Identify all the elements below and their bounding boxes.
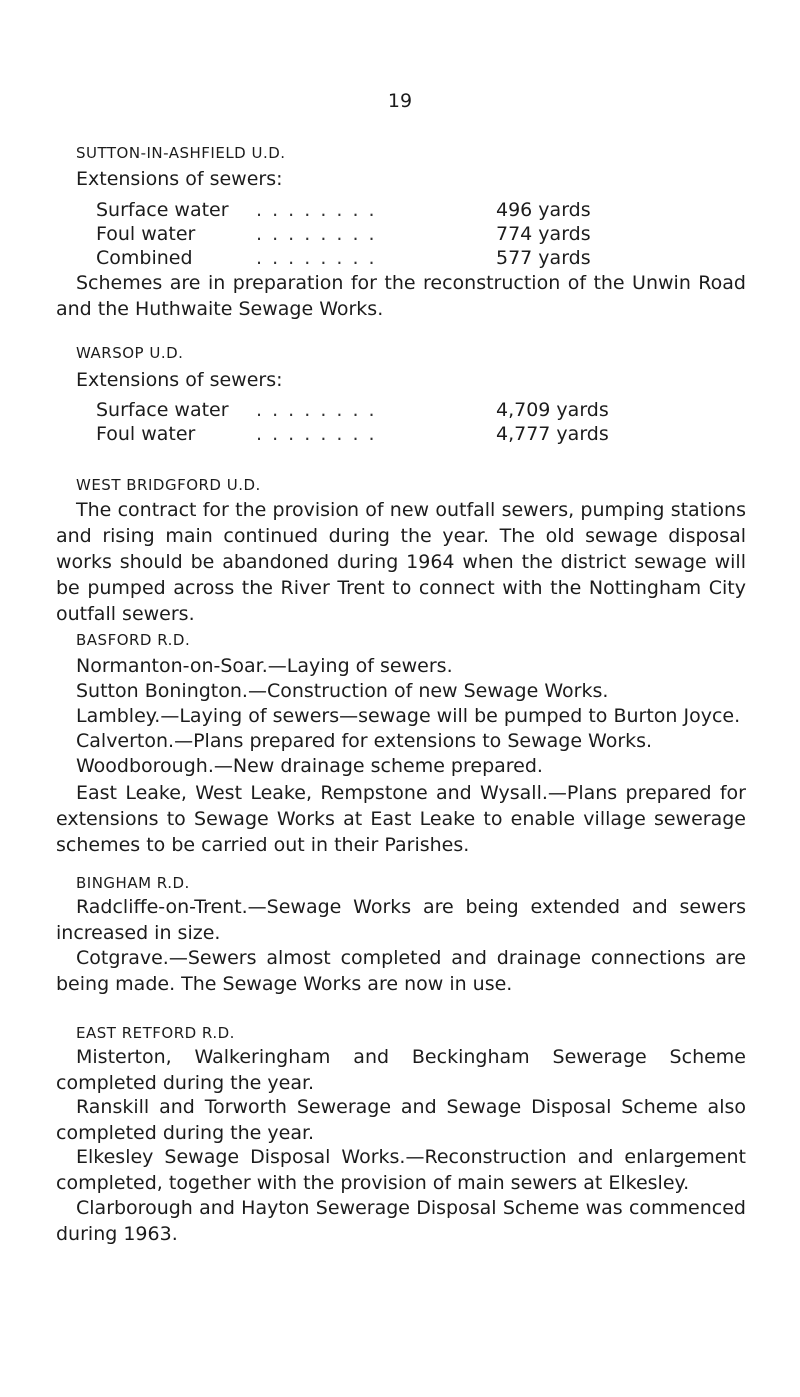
sutton-note (56, 270, 746, 322)
west-bridgford-text (56, 497, 746, 627)
warsop-subheading: Extensions of sewers: (76, 369, 283, 391)
page-number: 19 (387, 90, 413, 112)
east-retford-paragraph (56, 1195, 746, 1247)
sutton-row-foul (96, 221, 656, 247)
warsop-row-foul (96, 421, 656, 447)
section-heading-sutton: SUTTON-IN-ASHFIELD U.D. (76, 144, 286, 162)
bingham-paragraph (56, 945, 746, 997)
section-heading-west-bridgford: WEST BRIDGFORD U.D. (76, 476, 261, 494)
east-retford-paragraph-text: Ranskill and Torworth Sewerage and Sewage Disposal Scheme also completed during the year. (56, 1096, 746, 1144)
row-label: Surface water (96, 399, 229, 421)
row-value: 577 yards (496, 247, 591, 269)
row-leader: . . . . . . . . (256, 223, 377, 245)
bingham-paragraph-text: Cotgrave.—Sewers almost completed and drainage connections are being made. The Sewage Works are now in use. (56, 947, 746, 995)
row-leader: . . . . . . . . (256, 399, 377, 421)
section-heading-basford: BASFORD R.D. (76, 631, 191, 649)
bingham-paragraph (56, 894, 746, 946)
basford-paragraph (56, 780, 746, 858)
row-leader: . . . . . . . . (256, 247, 377, 269)
sutton-row-combined (96, 245, 656, 271)
sutton-row-surface (96, 197, 656, 223)
row-label: Foul water (96, 423, 196, 445)
basford-item: Lambley.—Laying of sewers—sewage will be pumped to Burton Joyce. (76, 705, 741, 727)
row-label: Surface water (96, 199, 229, 221)
east-retford-paragraph (56, 1044, 746, 1096)
warsop-row-surface (96, 397, 656, 423)
east-retford-paragraph-text: Elkesley Sewage Disposal Works.—Reconstruction and enlargement completed, together with the provision of main sewers at Elkesley. (56, 1146, 746, 1194)
row-leader: . . . . . . . . (256, 199, 377, 221)
section-heading-warsop: WARSOP U.D. (76, 344, 184, 362)
west-bridgford-text-body: The contract for the provision of new outfall sewers, pumping stations and rising main continued during the year. The old sewage disposal works should be abandoned during 1964 when the district sewage will be pumped across the River Trent to connect with the Nottingham City outfall sewers. (56, 499, 746, 625)
row-leader: . . . . . . . . (256, 423, 377, 445)
east-retford-paragraph-text: Clarborough and Hayton Sewerage Disposal Scheme was commenced during 1963. (56, 1197, 746, 1245)
row-label: Combined (96, 247, 193, 269)
basford-item: Calverton.—Plans prepared for extensions to Sewage Works. (76, 730, 653, 752)
east-retford-paragraph-text: Misterton, Walkeringham and Beckingham Sewerage Scheme completed during the year. (56, 1046, 746, 1094)
row-value: 496 yards (496, 199, 591, 221)
east-retford-paragraph (56, 1094, 746, 1146)
bingham-paragraph-text: Radcliffe-on-Trent.—Sewage Works are being extended and sewers increased in size. (56, 896, 746, 944)
section-heading-bingham: BINGHAM R.D. (76, 874, 190, 892)
basford-item: Woodborough.—New drainage scheme prepared. (76, 755, 543, 777)
section-heading-east-retford: EAST RETFORD R.D. (76, 1024, 235, 1042)
sutton-note-text: Schemes are in preparation for the reconstruction of the Unwin Road and the Huthwaite Sewage Works. (56, 272, 746, 320)
basford-item: Normanton-on-Soar.—Laying of sewers. (76, 655, 453, 677)
basford-paragraph-text: East Leake, West Leake, Rempstone and Wysall.—Plans prepared for extensions to Sewage Works at East Leake to enable village sewerage schemes to be carried out in their Parishes. (56, 782, 746, 856)
sutton-subheading: Extensions of sewers: (76, 168, 283, 190)
basford-item: Sutton Bonington.—Construction of new Sewage Works. (76, 680, 609, 702)
row-label: Foul water (96, 223, 196, 245)
row-value: 4,777 yards (496, 423, 609, 445)
row-value: 4,709 yards (496, 399, 609, 421)
row-value: 774 yards (496, 223, 591, 245)
east-retford-paragraph (56, 1144, 746, 1196)
